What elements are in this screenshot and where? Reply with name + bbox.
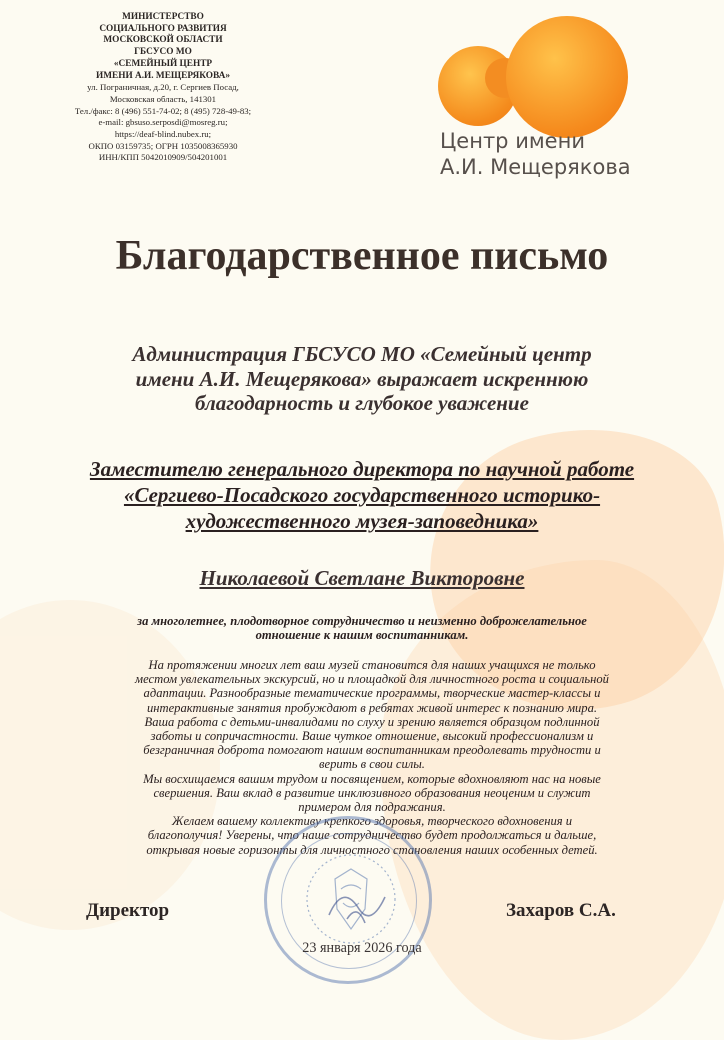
gratitude-intro xyxy=(0,614,724,642)
stamp-emblem xyxy=(267,819,435,987)
signer-title: Директор xyxy=(86,900,170,921)
body-line: интерактивные занятия пробуждают в ребятах живой интерес к познанию мира. xyxy=(146,700,598,715)
administration-line: имени А.И. Мещерякова» выражает искреннюю xyxy=(135,366,589,391)
body-line: Желаем вашему коллективу крепкого здоровья, творческого вдохновения и xyxy=(171,814,573,829)
body-line: безграничная доброта помогают нашим воспитанникам преодолевать трудности и xyxy=(143,743,601,758)
letterhead-website: https://deaf-blind.nubex.ru; xyxy=(114,129,212,140)
body-line: местом увлекательных экскурсий, но и площадкой для личностного роста и социальной xyxy=(135,672,609,687)
letterhead-okpo: ОКПО 03159735; ОГРН 1035008365930 xyxy=(88,140,238,151)
letterhead-address: ул. Пограничная, д.20, г. Сергиев Посад, xyxy=(87,82,239,93)
letterhead-inn: ИНН/КПП 5042010909/504201001 xyxy=(98,152,228,163)
letterhead-org-line: «СЕМЕЙНЫЙ ЦЕНТР xyxy=(113,58,213,69)
position-line: художественного музея-заповедника» xyxy=(185,509,539,533)
recipient-name-block xyxy=(0,566,724,591)
letterhead-org-line: МОСКОВСКОЙ ОБЛАСТИ xyxy=(103,35,223,46)
letter-date: 23 января 2026 года xyxy=(302,940,422,956)
letterhead xyxy=(18,12,308,164)
body-line: открывая новые горизонты для личностного становления наших особенных детей. xyxy=(146,842,598,857)
recipient-name: Николаевой Светлане Викторовне xyxy=(199,566,525,590)
letterhead-org-line: ГБСУСО МО xyxy=(134,47,192,58)
letterhead-phone: Тел./факс: 8 (496) 551-74-02; 8 (495) 728-49-83; xyxy=(74,105,252,116)
administration-line: благодарность и глубокое уважение xyxy=(195,391,529,415)
logo-circle-large xyxy=(506,16,628,138)
administration-statement xyxy=(0,342,724,416)
official-stamp-icon xyxy=(264,816,432,984)
body-line: верить в свои силы. xyxy=(319,757,425,772)
body-line: благополучия! Уверены, что наше сотрудничество будет продолжаться и дальше, xyxy=(147,828,597,843)
body-line: Мы восхищаемся вашим трудом и посвящением, которые вдохновляют нас на новые xyxy=(143,771,601,786)
letterhead-org-line: МИНИСТЕРСТВО xyxy=(122,12,204,22)
position-line: Заместителю генерального директора по научной работе xyxy=(89,457,635,481)
letterhead-org-line: ИМЕНИ А.И. МЕЩЕРЯКОВА» xyxy=(96,70,230,81)
administration-line: Администрация ГБСУСО МО «Семейный центр xyxy=(132,342,592,366)
intro-line: отношение к нашим воспитанникам. xyxy=(255,628,469,642)
body-line: адаптации. Разнообразные тематические программы, творческие мастер-классы и xyxy=(143,686,601,701)
letterhead-email: e-mail: gbsuso.serposdi@mosreg.ru; xyxy=(98,117,228,128)
position-line: «Сергиево-Посадского государственного историко- xyxy=(123,483,601,507)
logo-text-line: Центр имени xyxy=(440,129,585,153)
body-line: примером для подражания. xyxy=(298,800,446,815)
letterhead-org-line: СОЦИАЛЬНОГО РАЗВИТИЯ xyxy=(99,23,227,34)
body-line: свершения. Ваш вклад в развитие инклюзивного образования неоценим и служит xyxy=(153,785,591,800)
recipient-position xyxy=(0,456,724,534)
body-line: заботы и сопричастности. Ваше чуткое отношение, высокий профессионализм и xyxy=(150,729,594,744)
logo-text-line: А.И. Мещерякова xyxy=(440,155,631,179)
logo-text xyxy=(440,128,631,180)
signer-name: Захаров С.А. xyxy=(506,900,616,921)
body-line: На протяжении многих лет ваш музей становится для наших учащихся не только xyxy=(148,658,596,672)
intro-line: за многолетнее, плодотворное сотрудничество и неизменно доброжелательное xyxy=(137,614,587,628)
center-logo xyxy=(428,16,708,196)
body-line: Ваша работа с детьми-инвалидами по слуху и зрению является образцом подлинной xyxy=(144,714,600,729)
letter-title: Благодарственное письмо xyxy=(115,233,609,279)
letterhead-address: Московская область, 141301 xyxy=(109,93,217,104)
